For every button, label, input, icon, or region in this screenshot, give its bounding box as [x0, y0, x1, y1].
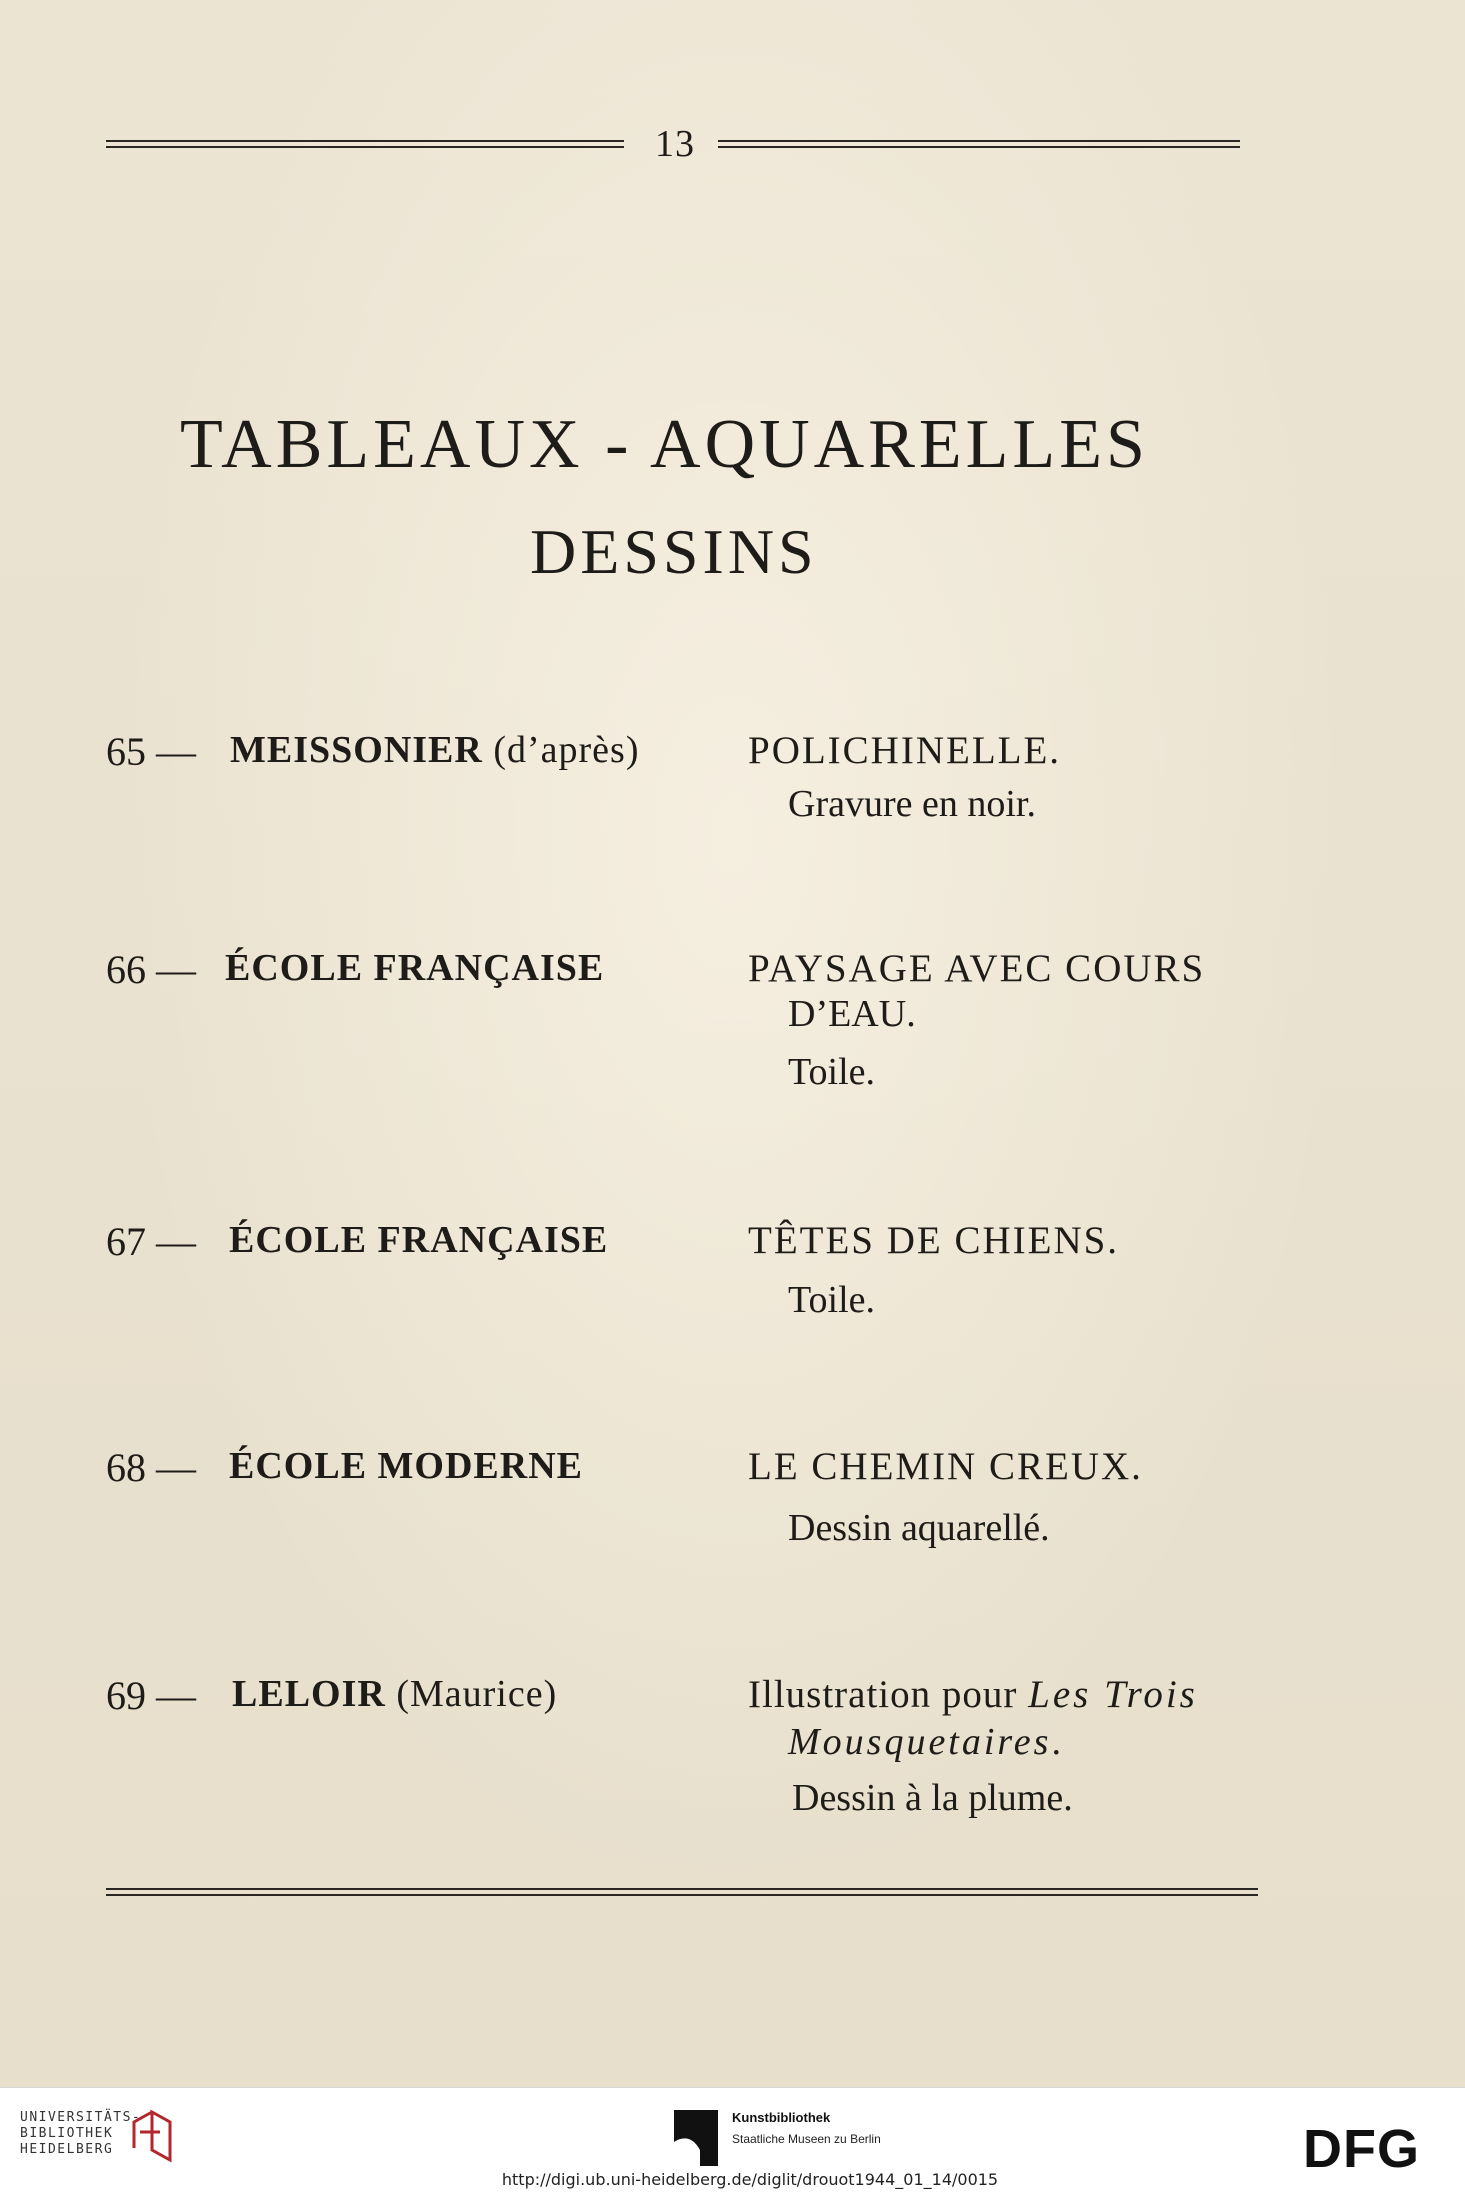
kunstbibliothek-subtitle: Staatliche Museen zu Berlin: [732, 2132, 881, 2146]
artist-name: MEISSONIER (d’après): [230, 729, 640, 771]
artist-name: ÉCOLE MODERNE: [229, 1445, 583, 1487]
work-title: LE CHEMIN CREUX.: [748, 1445, 1143, 1488]
ub-heidelberg-logo-text: UNIVERSITÄTS- BIBLIOTHEK HEIDELBERG: [20, 2110, 142, 2157]
work-title: PAYSAGE AVEC COURS: [748, 947, 1206, 990]
work-medium: Dessin aquarellé.: [788, 1507, 1050, 1549]
lot-number: 68 —: [106, 1445, 196, 1490]
kunstbibliothek-logo-icon: [666, 2106, 726, 2170]
work-medium: Toile.: [788, 1279, 876, 1321]
bottom-rule: [106, 1888, 1258, 1896]
lot-number: 66 —: [106, 947, 196, 992]
artist-name: ÉCOLE FRANÇAISE: [229, 1219, 609, 1261]
top-rule-left: [106, 140, 624, 148]
dfg-logo: DFG: [1303, 2119, 1420, 2179]
work-title: POLICHINELLE.: [748, 729, 1062, 772]
work-title-italic: Les Trois: [1028, 1673, 1198, 1716]
artist-name: LELOIR (Maurice): [232, 1673, 558, 1715]
page-number: 13: [655, 123, 695, 165]
section-heading-line1: TABLEAUX - AQUARELLES: [180, 406, 1149, 483]
source-url[interactable]: http://digi.ub.uni-heidelberg.de/diglit/drouot1944_01_14/0015: [501, 2170, 999, 2189]
work-title: TÊTES DE CHIENS.: [748, 1219, 1120, 1262]
work-title: Illustration pour Les Trois: [748, 1673, 1198, 1716]
top-rule-right: [718, 140, 1240, 148]
lot-number: 69 —: [106, 1673, 196, 1718]
work-title-continued: D’EAU.: [788, 993, 916, 1035]
digitization-footer: [0, 2087, 1465, 2192]
work-medium: Gravure en noir.: [788, 783, 1036, 825]
lot-number: 65 —: [106, 729, 196, 774]
work-medium: Toile.: [788, 1051, 876, 1093]
section-heading-line2: DESSINS: [530, 516, 818, 587]
work-medium: Dessin à la plume.: [792, 1777, 1073, 1819]
kunstbibliothek-name: Kunstbibliothek: [732, 2110, 831, 2125]
lot-number: 67 —: [106, 1219, 196, 1264]
work-title-continued: Mousquetaires.: [788, 1721, 1064, 1763]
artist-name: ÉCOLE FRANÇAISE: [225, 947, 605, 989]
ub-heidelberg-logo-icon: [130, 2108, 174, 2164]
